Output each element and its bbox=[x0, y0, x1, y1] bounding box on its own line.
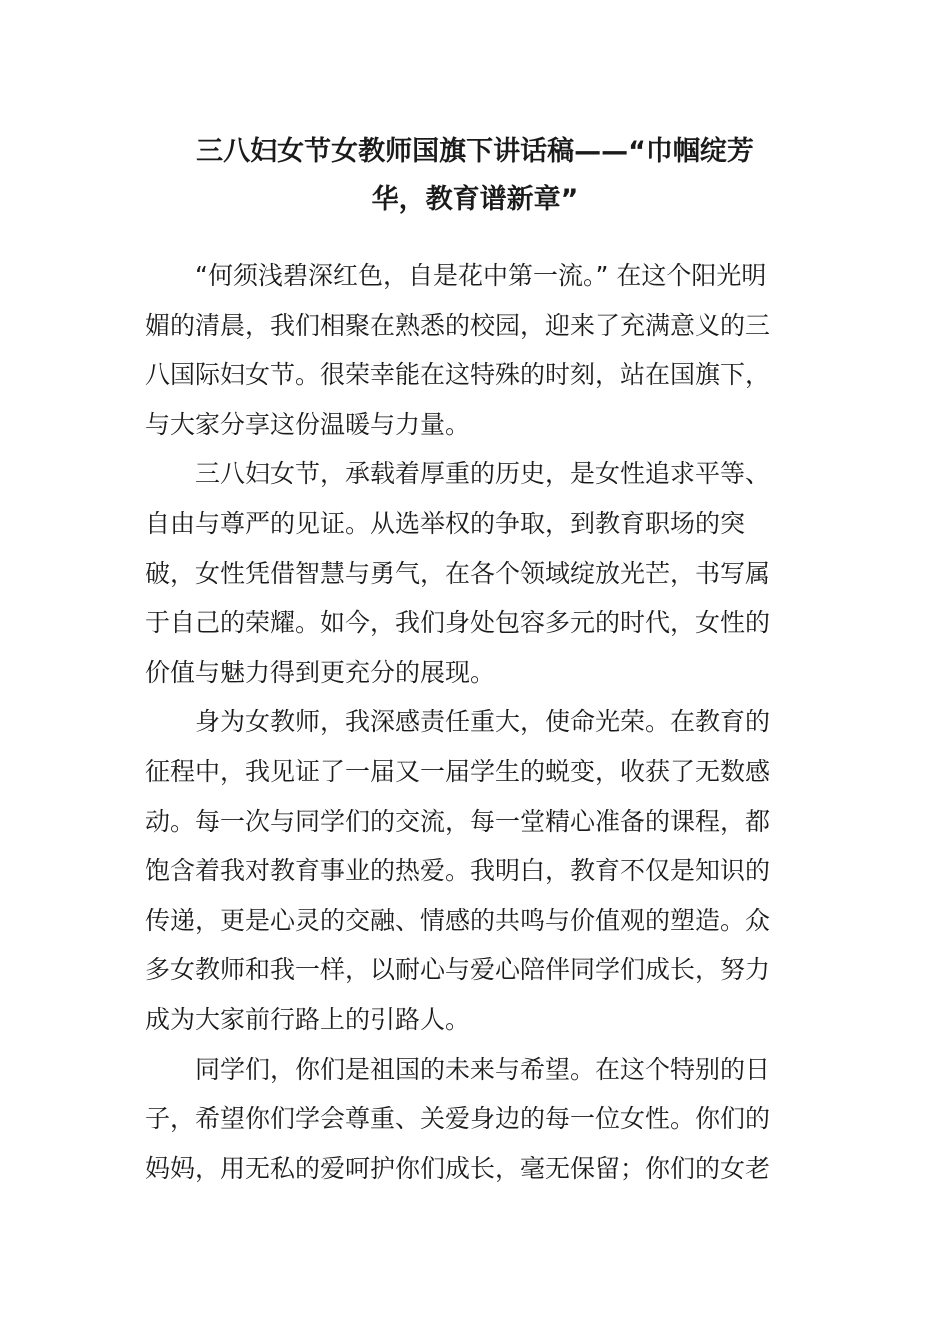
text-line: 三八妇女节，承载着厚重的历史，是女性追求平等、 bbox=[195, 459, 771, 489]
text-line: 自由与尊严的见证。从选举权的争取，到教育职场的突 bbox=[145, 508, 746, 538]
text-line: 征程中，我见证了一届又一届学生的蜕变，收获了无数感 bbox=[145, 756, 771, 786]
text-line: 多女教师和我一样，以耐心与爱心陪伴同学们成长，努力 bbox=[145, 955, 771, 985]
document-body bbox=[145, 251, 805, 1193]
title-line: 三八妇女节女教师国旗下讲话稿——“巾帼绽芳 bbox=[196, 136, 754, 167]
text-line: 身为女教师，我深感责任重大，使命光荣。在教育的 bbox=[195, 707, 771, 737]
text-line: 饱含着我对教育事业的热爱。我明白，教育不仅是知识的 bbox=[145, 856, 771, 886]
text-line: 八国际妇女节。很荣幸能在这特殊的时刻，站在国旗下， bbox=[145, 360, 771, 390]
text-line: 成为大家前行路上的引路人。 bbox=[145, 1004, 471, 1034]
text-line: 破，女性凭借智慧与勇气，在各个领域绽放光芒，书写属 bbox=[145, 558, 771, 588]
text-line: 与大家分享这份温暖与力量。 bbox=[145, 409, 471, 439]
text-line: “何须浅碧深红色，自是花中第一流。” 在这个阳光明 bbox=[195, 261, 767, 290]
text-line: 价值与魅力得到更充分的展现。 bbox=[145, 657, 496, 687]
paragraph-1 bbox=[145, 251, 805, 449]
text-line: 于自己的荣耀。如今，我们身处包容多元的时代，女性的 bbox=[145, 608, 771, 638]
text-line: 动。每一次与同学们的交流，每一堂精心准备的课程，都 bbox=[145, 806, 771, 836]
text-line: 同学们，你们是祖国的未来与希望。在这个特别的日 bbox=[195, 1054, 771, 1084]
text-line: 子，希望你们学会尊重、关爱身边的每一位女性。你们的 bbox=[145, 1104, 771, 1134]
paragraph-2 bbox=[145, 449, 805, 697]
text-line: 媚的清晨，我们相聚在熟悉的校园，迎来了充满意义的三 bbox=[145, 310, 771, 340]
paragraph-4 bbox=[145, 1045, 805, 1194]
document-title bbox=[145, 128, 805, 224]
text-line: 传递，更是心灵的交融、情感的共鸣与价值观的塑造。众 bbox=[145, 905, 771, 935]
paragraph-3 bbox=[145, 697, 805, 1044]
title-line: 华，教育谱新章” bbox=[371, 184, 579, 215]
text-line: 妈妈，用无私的爱呵护你们成长，毫无保留；你们的女老 bbox=[145, 1153, 771, 1183]
